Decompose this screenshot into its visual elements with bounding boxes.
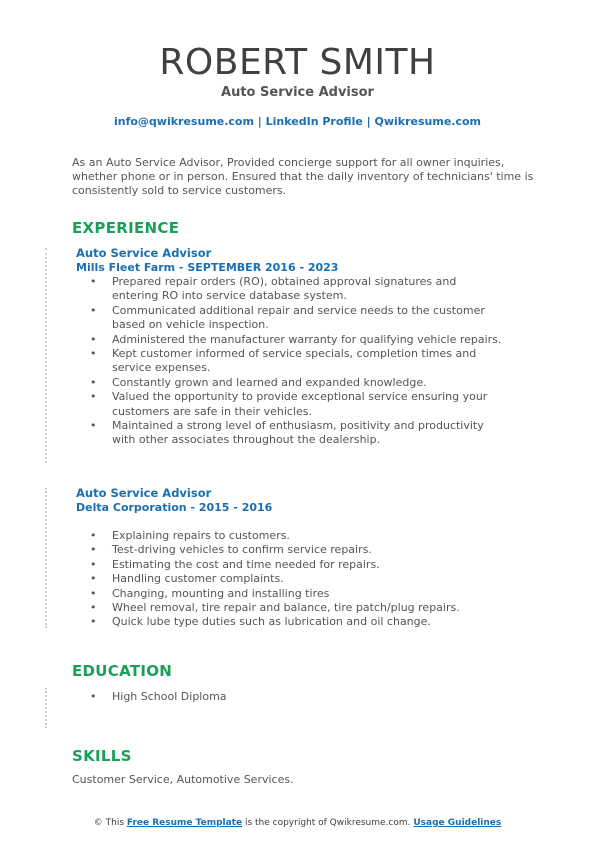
list-item: • Kept customer informed of service specials, completion times and service expenses. <box>76 347 506 376</box>
footer-text: © This <box>93 818 127 828</box>
summary-paragraph: As an Auto Service Advisor, Provided concierge support for all owner inquiries, whether phone or in person. Ensured that the daily inventory of technicians' time is consistently sold to service customers. <box>72 156 534 197</box>
section-divider <box>45 688 47 728</box>
footer <box>0 818 595 828</box>
list-item: • Administered the manufacturer warranty for qualifying vehicle repairs. <box>76 333 506 347</box>
section-divider <box>45 248 47 463</box>
education-entry <box>76 690 506 704</box>
education-list <box>76 690 506 704</box>
list-item: • Valued the opportunity to provide exceptional service ensuring your customers are safe in their vehicles. <box>76 390 506 419</box>
email-link[interactable]: info@qwikresume.com <box>113 115 254 128</box>
candidate-name: ROBERT SMITH <box>159 42 436 83</box>
list-item: • Quick lube type duties such as lubrication and oil change. <box>76 615 506 629</box>
job-title: Auto Service Advisor <box>76 486 212 500</box>
list-item: • Changing, mounting and installing tires <box>76 587 506 601</box>
section-divider <box>45 488 47 628</box>
job-bullet-list <box>76 529 506 630</box>
contact-line <box>0 115 595 128</box>
list-item: • Prepared repair orders (RO), obtained approval signatures and entering RO into service database system. <box>76 275 506 304</box>
job-title: Auto Service Advisor <box>76 246 212 260</box>
free-resume-template-link[interactable]: Free Resume Template <box>126 818 243 828</box>
skills-text: Customer Service, Automotive Services. <box>72 773 294 786</box>
list-item: • Explaining repairs to customers. <box>76 529 506 543</box>
linkedin-link[interactable]: LinkedIn Profile <box>265 115 363 128</box>
education-heading: EDUCATION <box>72 662 173 680</box>
job-bullet-list <box>76 275 506 448</box>
usage-guidelines-link[interactable]: Usage Guidelines <box>413 818 502 828</box>
list-item: • Wheel removal, tire repair and balance, tire patch/plug repairs. <box>76 601 506 615</box>
contact-separator: | <box>253 115 266 128</box>
list-item: • Handling customer complaints. <box>76 572 506 586</box>
list-item: • Communicated additional repair and service needs to the customer based on vehicle inspection. <box>76 304 506 333</box>
list-item: • Constantly grown and learned and expanded knowledge. <box>76 376 506 390</box>
contact-separator: | <box>362 115 375 128</box>
footer-text: is the copyright of Qwikresume.com. <box>242 818 414 828</box>
list-item: • Test-driving vehicles to confirm service repairs. <box>76 543 506 557</box>
list-item: • High School Diploma <box>76 690 506 704</box>
list-item: • Maintained a strong level of enthusiasm, positivity and productivity with other associates throughout the dealership. <box>76 419 506 448</box>
list-item: • Estimating the cost and time needed for repairs. <box>76 558 506 572</box>
website-link[interactable]: Qwikresume.com <box>374 115 482 128</box>
job-entry <box>76 486 506 630</box>
job-company: Mills Fleet Farm - SEPTEMBER 2016 - 2023 <box>76 261 339 274</box>
job-entry <box>76 246 506 448</box>
experience-heading: EXPERIENCE <box>72 219 180 237</box>
skills-heading: SKILLS <box>72 747 132 765</box>
candidate-job-title: Auto Service Advisor <box>221 85 374 100</box>
job-company: Delta Corporation - 2015 - 2016 <box>76 501 273 514</box>
